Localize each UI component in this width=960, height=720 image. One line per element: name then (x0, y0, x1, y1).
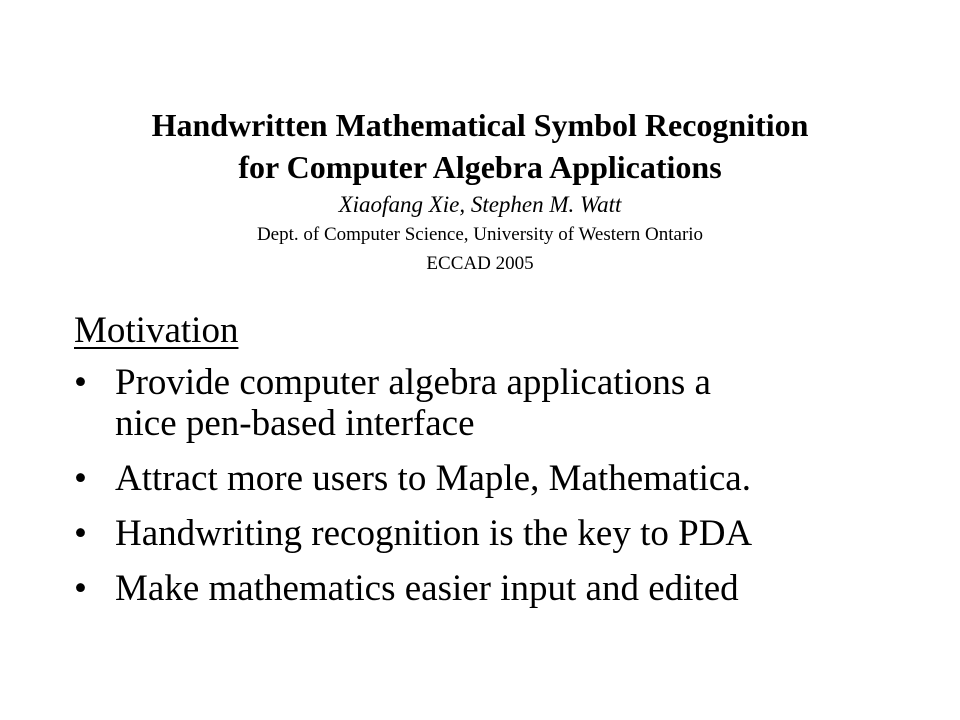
section-heading: Motivation (74, 310, 239, 351)
title-block (0, 104, 960, 278)
bullet-icon: • (74, 458, 87, 499)
bullet-item (74, 362, 934, 444)
authors: Xiaofang Xie, Stephen M. Watt (338, 192, 622, 217)
title-line-2: for Computer Algebra Applications (238, 149, 722, 185)
bullet-icon: • (74, 513, 87, 554)
bullet-list (74, 362, 934, 609)
bullet-text-line: Handwriting recognition is the key to PDA (115, 513, 753, 554)
affiliation: Dept. of Computer Science, University of Western Ontario (256, 224, 704, 245)
bullet-item (74, 458, 934, 499)
bullet-icon: • (74, 568, 87, 609)
venue: ECCAD 2005 (426, 253, 534, 274)
title-line-1: Handwritten Mathematical Symbol Recognition (151, 107, 809, 143)
bullet-text-line: Provide computer algebra applications a (115, 362, 711, 403)
bullet-text-line: Attract more users to Maple, Mathematica. (115, 458, 751, 499)
bullet-text-line: Make mathematics easier input and edited (115, 568, 739, 609)
bullet-icon: • (74, 362, 87, 403)
bullet-item (74, 513, 934, 554)
body-block (74, 306, 934, 623)
bullet-item (74, 568, 934, 609)
bullet-text-line: nice pen-based interface (115, 403, 475, 444)
